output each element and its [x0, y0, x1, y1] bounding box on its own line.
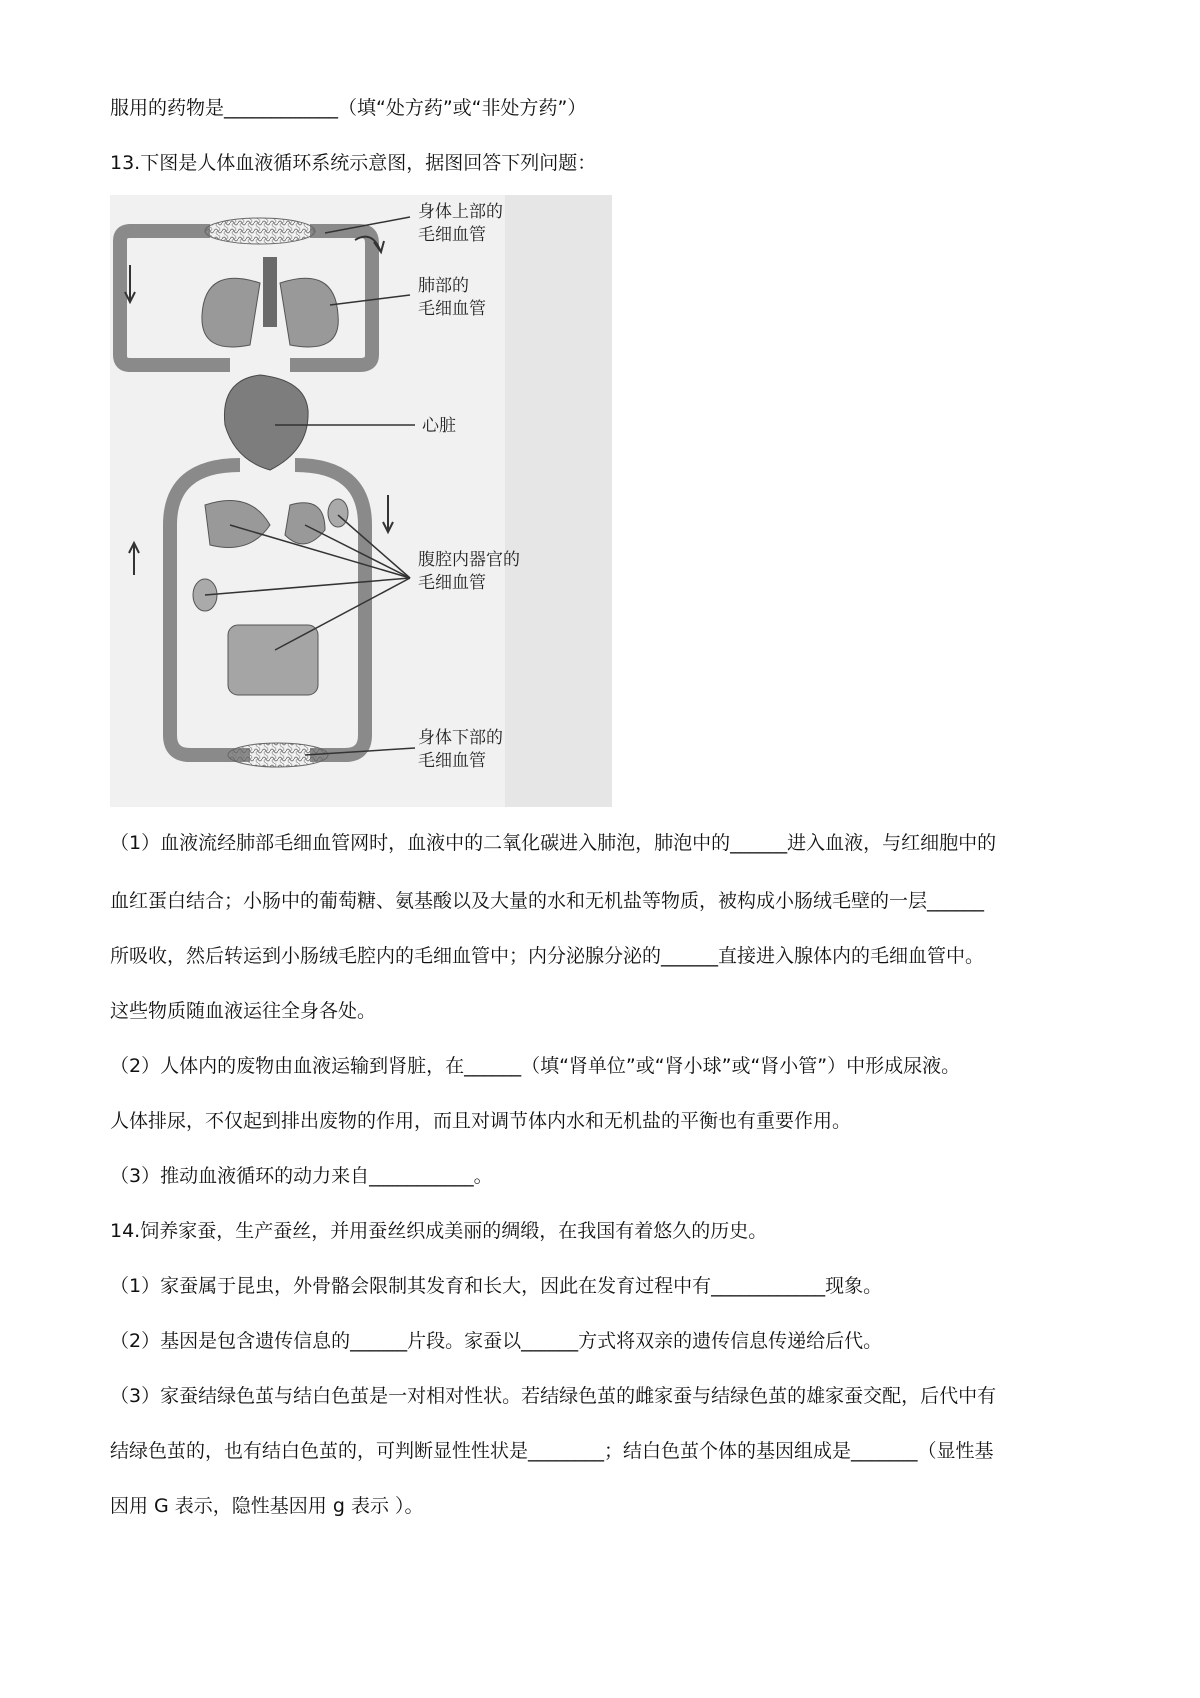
label-upper-capillaries-1: 身体上部的 — [418, 202, 503, 222]
label-lower-capillaries-1: 身体下部的 — [418, 728, 503, 748]
label-abdominal-capillaries-2: 毛细血管 — [418, 573, 486, 593]
text-line: 血红蛋白结合；小肠中的葡萄糖、氨基酸以及大量的水和无机盐等物质，被构成小肠绒毛壁的一层______ — [110, 890, 985, 912]
question-13-heading: 13.下图是人体血液循环系统示意图，据图回答下列问题： — [110, 152, 597, 174]
question-13-part-2: （2）人体内的废物由血液运输到肾脏，在______（填“肾单位”或“肾小球”或“肾小管”）中形成尿液。 — [110, 1055, 961, 1077]
question-13-part-1: （1）血液流经肺部毛细血管网时，血液中的二氧化碳进入肺泡，肺泡中的______进入血液，与红细胞中的 — [110, 832, 997, 854]
question-14-part-2: （2）基因是包含遗传信息的______片段。家蚕以______方式将双亲的遗传信息传递给后代。 — [110, 1330, 883, 1352]
upper-body-capillaries — [205, 218, 315, 244]
label-lung-capillaries-1: 肺部的 — [418, 276, 469, 296]
spleen — [328, 499, 348, 527]
left-lung — [202, 278, 260, 347]
question-13-part-3: （3）推动血液循环的动力来自___________。 — [110, 1165, 493, 1187]
label-abdominal-capillaries-1: 腹腔内器官的 — [418, 550, 520, 570]
figure-shade — [505, 195, 612, 807]
text-line: 服用的药物是____________（填“处方药”或“非处方药”） — [110, 97, 587, 119]
text-line: 人体排尿，不仅起到排出废物的作用，而且对调节体内水和无机盐的平衡也有重要作用。 — [110, 1110, 852, 1132]
label-lung-capillaries-2: 毛细血管 — [418, 299, 486, 319]
label-heart: 心脏 — [422, 416, 456, 436]
question-14-part-3: （3）家蚕结绿色茧与结白色茧是一对相对性状。若结绿色茧的雌家蚕与结绿色茧的雄家蚕交配，后代中有 — [110, 1385, 997, 1407]
label-upper-capillaries-2: 毛细血管 — [418, 225, 486, 245]
intestine — [228, 625, 318, 695]
question-14-heading: 14.饲养家蚕，生产蚕丝，并用蚕丝织成美丽的绸缎，在我国有着悠久的历史。 — [110, 1220, 768, 1242]
right-lung — [280, 278, 338, 347]
question-14-part-1: （1）家蚕属于昆虫，外骨骼会限制其发育和长大，因此在发育过程中有____________现象。 — [110, 1275, 883, 1297]
trachea — [263, 257, 277, 327]
text-line: 所吸收，然后转运到小肠绒毛腔内的毛细血管中；内分泌腺分泌的______直接进入腺体内的毛细血管中。 — [110, 945, 985, 967]
text-line: 结绿色茧的，也有结白色茧的，可判断显性性状是________；结白色茧个体的基因组成是_______（显性基 — [110, 1440, 994, 1462]
circulation-diagram — [110, 195, 612, 807]
text-line: 因用 G 表示，隐性基因用 g 表示 ）。 — [110, 1495, 424, 1517]
text-line: 这些物质随血液运往全身各处。 — [110, 1000, 377, 1022]
label-lower-capillaries-2: 毛细血管 — [418, 751, 486, 771]
